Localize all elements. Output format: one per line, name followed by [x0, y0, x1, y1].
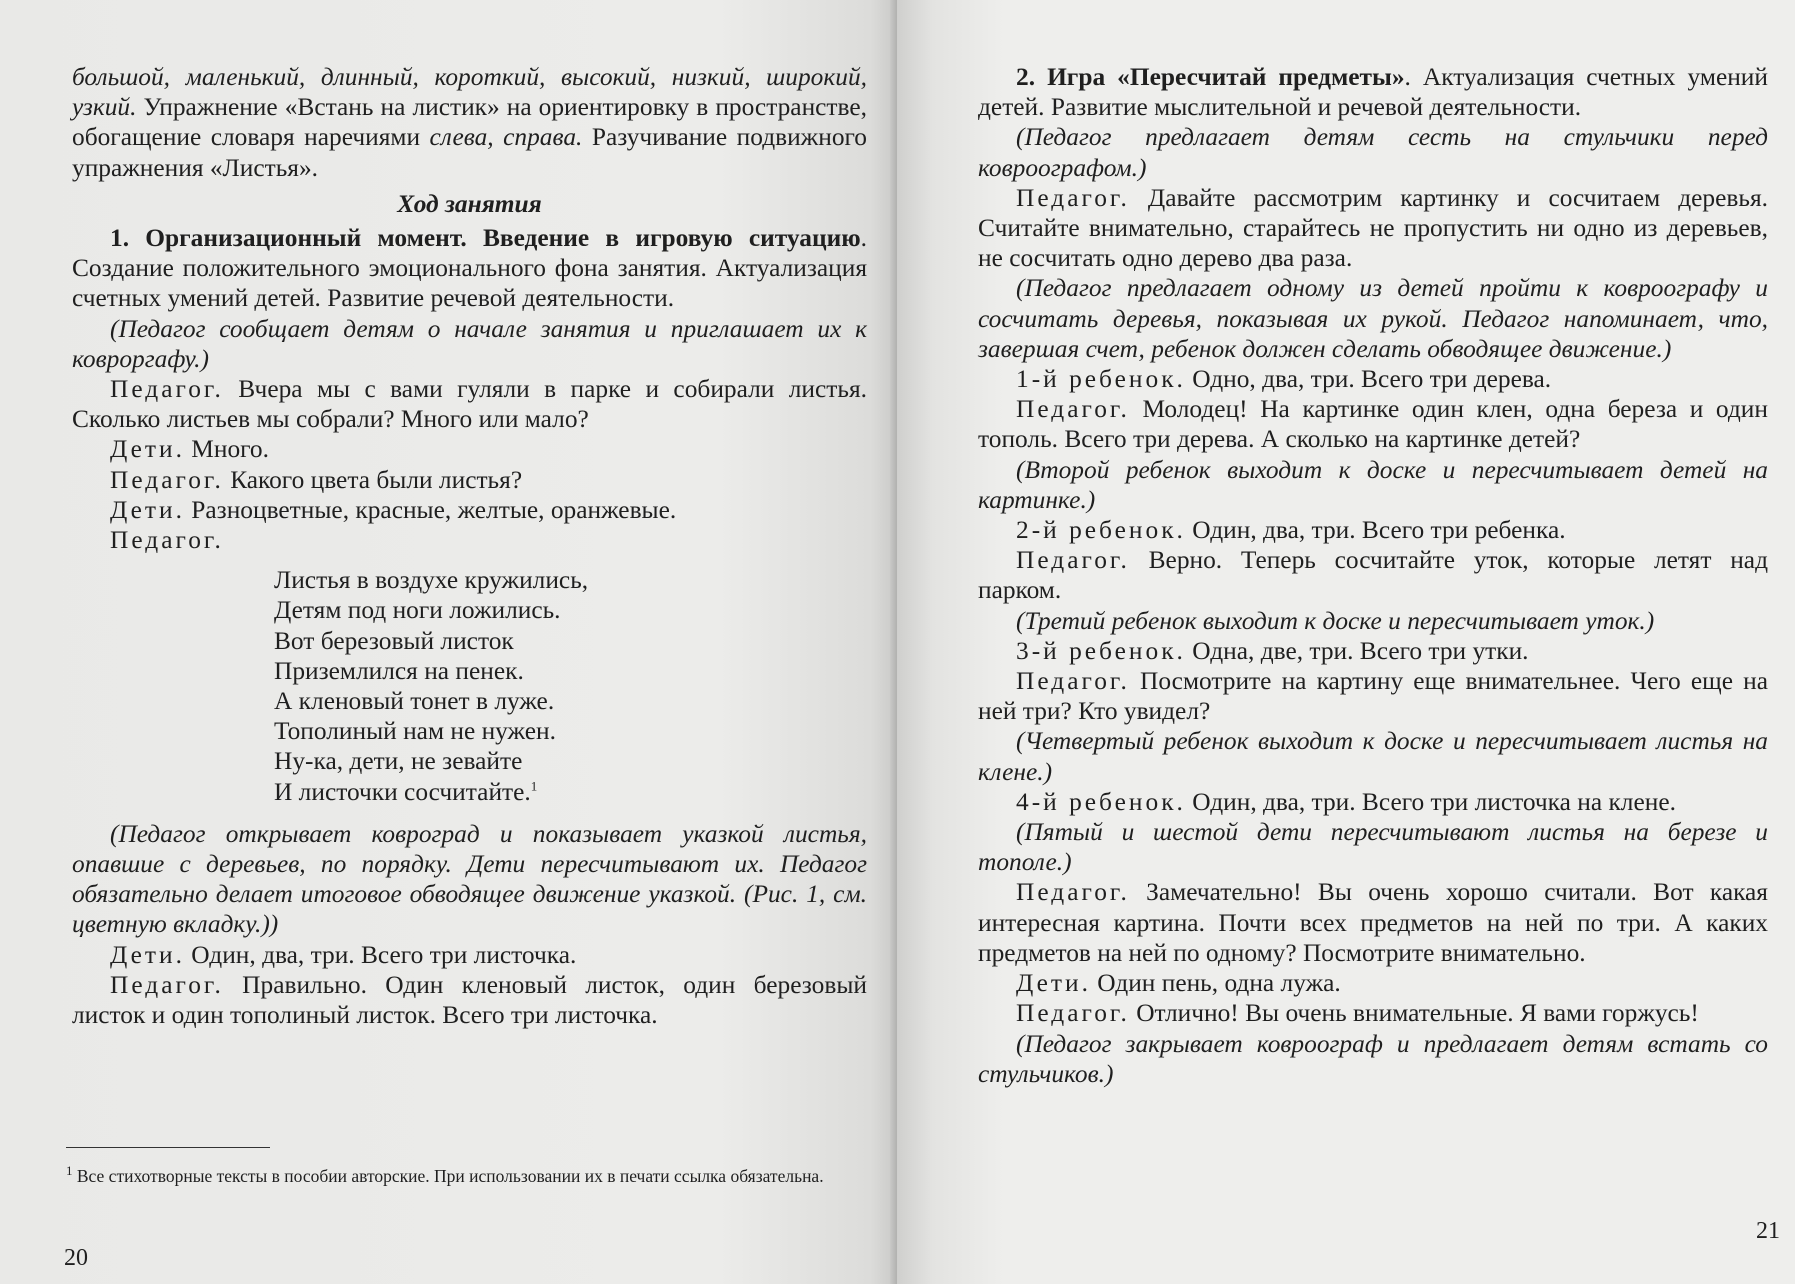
remark-7: (Педагог закрывает ковроограф и предлагает детям встать со стульчиков.): [978, 1029, 1768, 1088]
dialogue-line: Педагог. Какого цвета были листья?: [110, 465, 523, 494]
remark-5: (Четвертый ребенок выходит к доске и пересчитывает листья на клене.): [978, 727, 1768, 786]
remark-4: (Третий ребенок выходит к доске и пересчитывает уток.): [1016, 606, 1655, 635]
dialogue-line: Дети. Один, два, три. Всего три листочка.: [110, 940, 577, 969]
footnote-divider: [66, 1147, 270, 1148]
left-page: [0, 0, 897, 1284]
poem-line: Тополиный нам не нужен.: [274, 717, 556, 746]
dialogue-line: 3-й ребенок. Одна, две, три. Всего три утки.: [1016, 636, 1529, 665]
poem-line: Детям под ноги ложились.: [274, 596, 561, 625]
dialogue-line: Педагог. Правильно. Один кленовый листок, один березовый листок и один тополиный листок. Всего три листочка.: [72, 970, 867, 1030]
lesson-heading: Ход занятия: [397, 189, 542, 218]
section-1-paragraph: 1. Организационный момент. Введение в игровую ситуацию. Создание положительного эмоционального фона занятия. Актуализация счетных умений детей. Развитие речевой деятельности.: [72, 224, 867, 313]
dialogue-line: Педагог. Вчера мы с вами гуляли в парке и собирали листья. Сколько листьев мы собрали? Много или мало?: [72, 375, 867, 434]
dialogue-line: Педагог. Молодец! На картинке один клен, одна береза и один тополь. Всего три дерева. А сколько на картинке детей?: [978, 395, 1768, 454]
page-number-left: 20: [64, 1245, 88, 1271]
remark-2: (Педагог открывает ковроград и показывает указкой листья, опавшие с деревьев, по порядку. Дети пересчитывают их. Педагог обязательно делает итоговое обводящее движение указкой. (Рис. 1, см. цветную вкладку.)): [72, 819, 867, 939]
dialogue-line: Дети. Разноцветные, красные, желтые, оранжевые.: [110, 495, 677, 524]
remark-3: (Второй ребенок выходит к доске и пересчитывает детей на картинке.): [978, 455, 1768, 514]
poem-line: Вот березовый листок: [274, 626, 514, 655]
dialogue-line: Педагог. Посмотрите на картину еще внимательнее. Чего еще на ней три? Кто увидел?: [978, 667, 1768, 726]
poem-line: Приземлился на пенек.: [274, 656, 524, 685]
dialogue-line: Педагог.: [110, 526, 224, 555]
poem: [274, 565, 867, 807]
footnote-mark: 1: [530, 778, 538, 794]
poem-line-last: И листочки сосчитайте.$^1$: [274, 777, 538, 806]
remark-6: (Пятый и шестой дети пересчитывают листья на березе и тополе.): [978, 818, 1768, 877]
right-page-text: [978, 62, 1768, 1089]
poem-line: А кленовый тонет в луже.: [274, 687, 555, 716]
remark-1: (Педагог сообщает детям о начале занятия и приглашает их к ковроргафу.): [72, 314, 867, 373]
remark-1: (Педагог предлагает детям сесть на стульчики перед ковроографом.): [978, 123, 1768, 182]
intro-paragraph: большой, маленький, длинный, короткий, высокий, низкий, широкий, узкий. Упражнение «Встань на листик» на ориентировку в пространстве, обогащение словаря наречиями слева, справа. Разучивание подвижного упражнения «Листья».: [72, 63, 867, 182]
dialogue-line: 1-й ребенок. Одно, два, три. Всего три дерева.: [1016, 365, 1552, 394]
dialogue-line: 2-й ребенок. Один, два, три. Всего три ребенка.: [1016, 516, 1566, 545]
dialogue-line: Педагог. Замечательно! Вы очень хорошо считали. Вот какая интересная картина. Почти всех предметов на ней по три. А каких предметов на ней по одному? Посмотрите внимательно.: [978, 878, 1768, 967]
page-number-right: 21: [1756, 1218, 1780, 1244]
footnote: $^1$ Все стихотворные тексты в пособии авторские. При использовании их в печати ссылка обязательна.: [66, 1163, 824, 1186]
remark-2: (Педагог предлагает одному из детей пройти к ковроографу и сосчитать деревья, показывая их рукой. Педагог напоминает, что, завершая счет, ребенок должен сделать обводящее движение.): [978, 274, 1768, 363]
poem-line: Листья в воздухе кружились,: [274, 566, 589, 595]
dialogue-line: Дети. Один пень, одна лужа.: [1016, 969, 1341, 998]
dialogue-line: Педагог. Верно. Теперь сосчитайте уток, которые летят над парком.: [978, 546, 1768, 605]
dialogue-line: Дети. Много.: [110, 435, 269, 464]
left-page-text: [72, 62, 867, 1030]
dialogue-line: 4-й ребенок. Один, два, три. Всего три листочка на клене.: [1016, 787, 1676, 816]
poem-line: Ну-ка, дети, не зевайте: [274, 747, 523, 776]
dialogue-line: Педагог. Отлично! Вы очень внимательные. Я вами горжусь!: [1016, 999, 1699, 1028]
dialogue-line: Педагог. Давайте рассмотрим картинку и сосчитаем деревья. Считайте внимательно, старайтесь не пропустить ни одно из деревьев, не сосчитать одно дерево два раза.: [978, 183, 1768, 273]
section-2-paragraph: 2. Игра «Пересчитай предметы». Актуализация счетных умений детей. Развитие мыслительной и речевой деятельности.: [978, 63, 1768, 122]
